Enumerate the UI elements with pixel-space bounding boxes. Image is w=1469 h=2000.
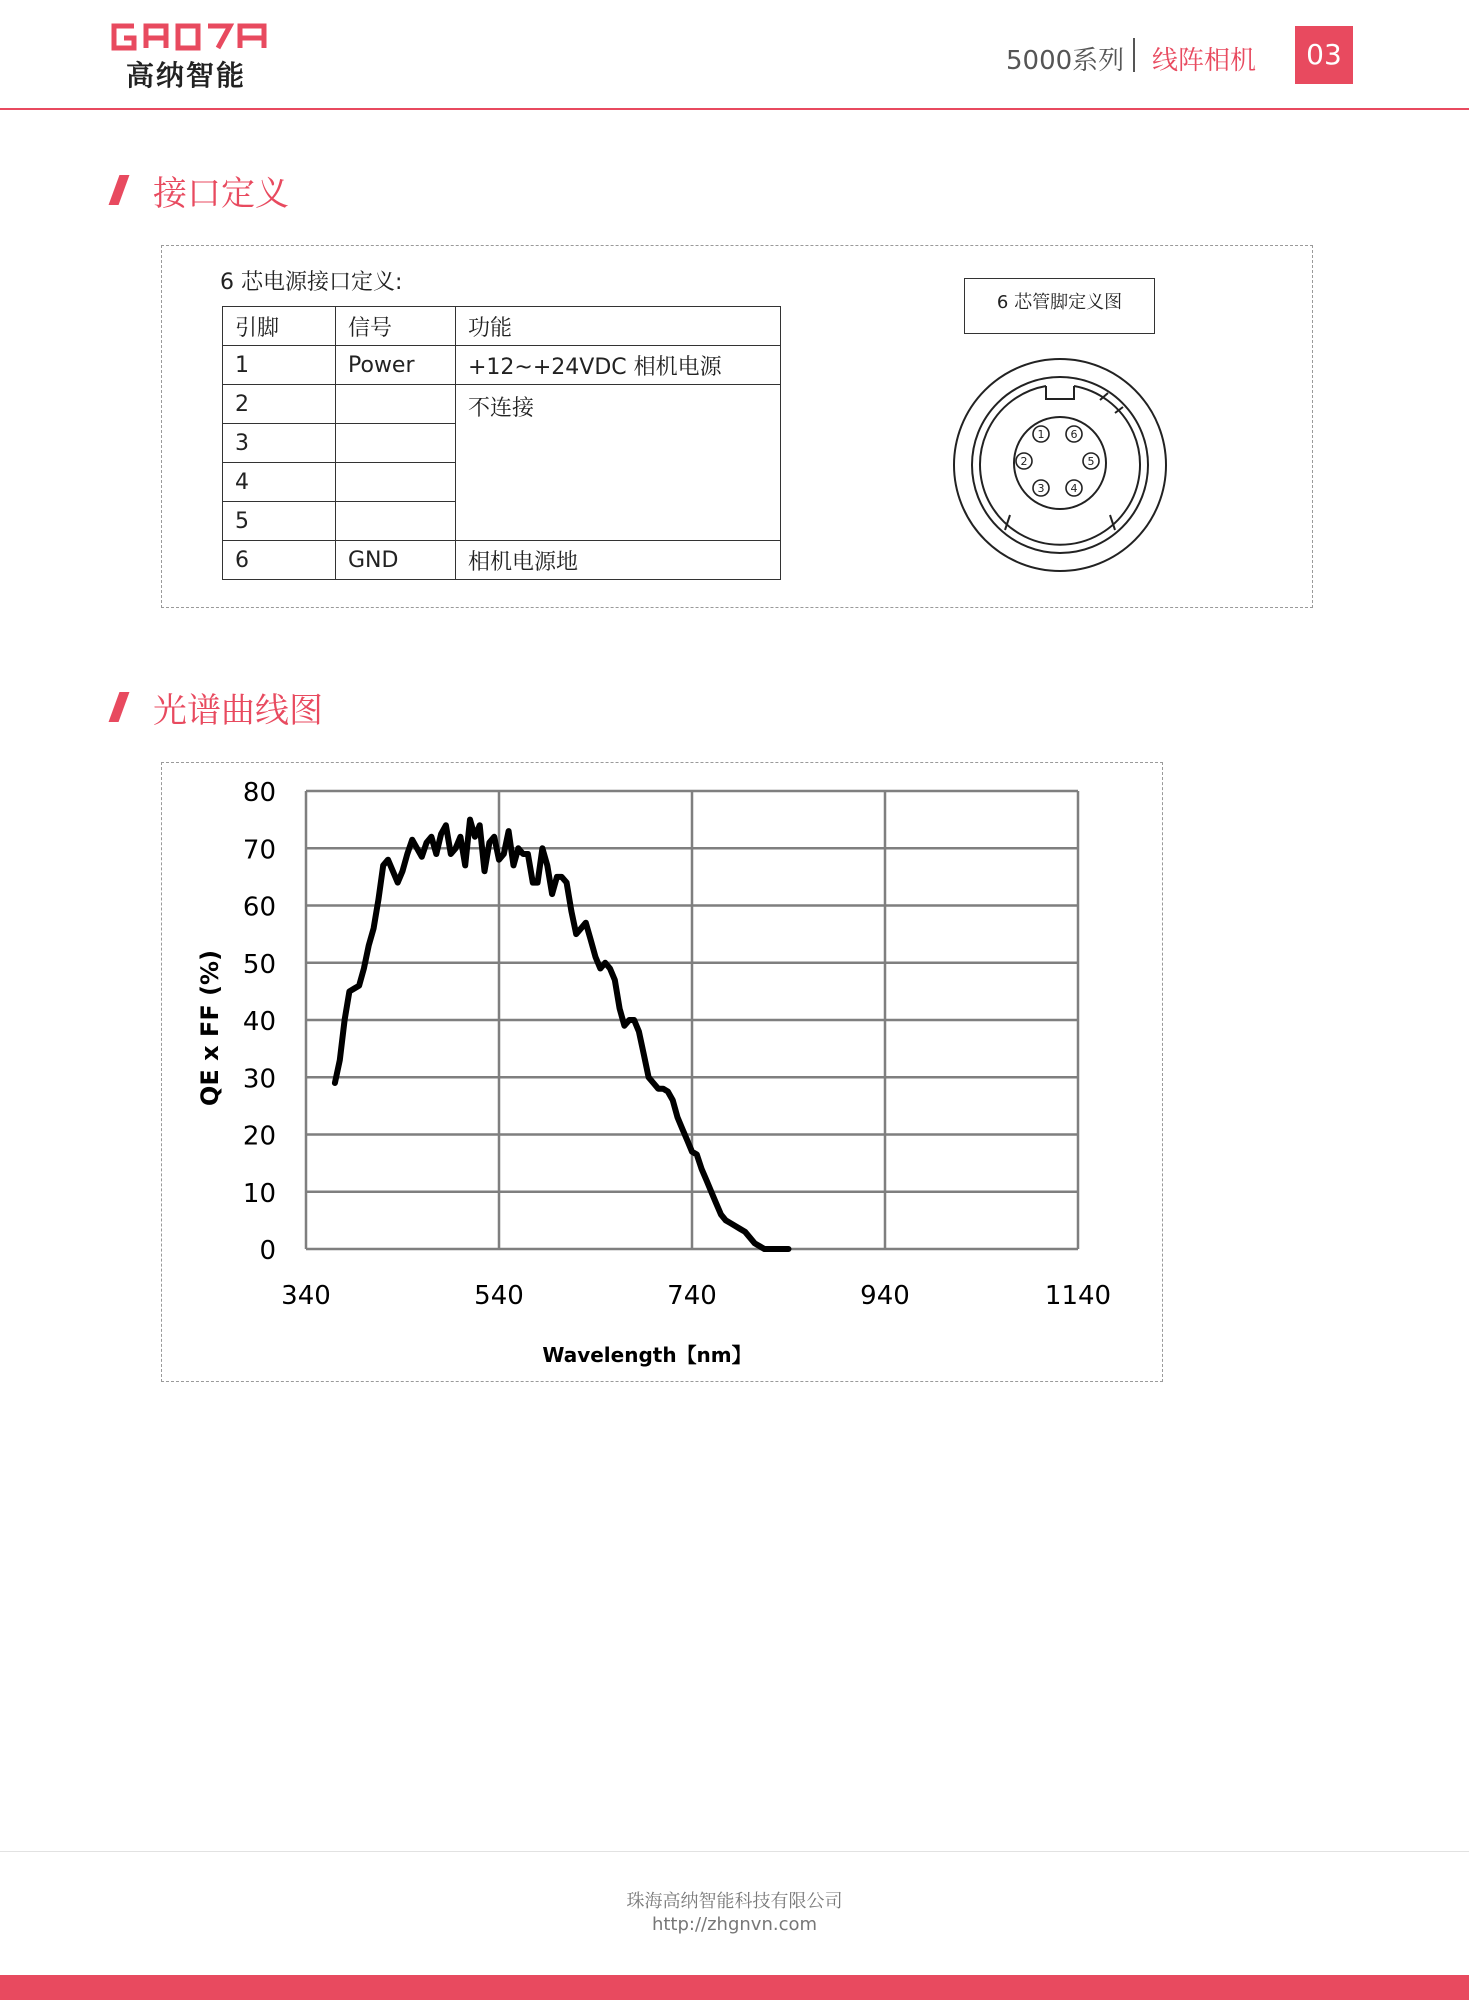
function-cell: 不连接 xyxy=(456,385,781,541)
header-function: 功能 xyxy=(456,307,781,346)
header-separator xyxy=(1133,38,1135,72)
pin-cell: 6 xyxy=(223,541,336,580)
pin-4 xyxy=(1066,480,1082,496)
pin-1-label: 1 xyxy=(1037,428,1045,441)
pin-cell: 2 xyxy=(223,385,336,424)
pin-1 xyxy=(1033,426,1049,442)
footer-company: 珠海高纳智能科技有限公司 xyxy=(626,1891,843,1912)
y-tick-label: 70 xyxy=(242,835,276,866)
signal-cell: Power xyxy=(336,346,456,385)
y-tick-label: 80 xyxy=(242,778,276,808)
table-row xyxy=(223,541,781,580)
connector-middle-ring xyxy=(972,377,1148,553)
x-tick-label: 340 xyxy=(281,1281,331,1311)
y-tick-label: 0 xyxy=(259,1236,276,1266)
connector-pinout-diagram xyxy=(950,355,1170,575)
signal-cell xyxy=(336,502,456,541)
x-axis-ticks xyxy=(281,1281,1111,1311)
section-marker-icon xyxy=(109,175,130,205)
table-caption: 6 芯电源接口定义: xyxy=(220,270,403,295)
y-tick-label: 50 xyxy=(242,949,276,980)
pin-diagram-label: 6 芯管脚定义图 xyxy=(964,278,1155,334)
y-axis-label: QE x FF (%) xyxy=(196,949,224,1107)
signal-cell xyxy=(336,424,456,463)
pin-definition-table xyxy=(222,306,781,580)
pin-3-label: 3 xyxy=(1037,482,1045,495)
table-header-row xyxy=(223,307,781,346)
y-tick-label: 60 xyxy=(242,892,276,923)
table-row xyxy=(223,346,781,385)
pin-cell: 1 xyxy=(223,346,336,385)
category-label: 线阵相机 xyxy=(1152,46,1257,76)
series-label: 5000系列 xyxy=(1006,46,1125,76)
bottom-accent-bar xyxy=(0,1975,1469,2000)
section-marker-icon xyxy=(109,692,130,722)
y-tick-label: 40 xyxy=(242,1007,276,1037)
table-row xyxy=(223,385,781,424)
x-tick-label: 1140 xyxy=(1044,1281,1112,1311)
x-tick-label: 740 xyxy=(667,1281,717,1311)
company-logo xyxy=(110,22,270,92)
x-tick-label: 940 xyxy=(860,1281,910,1311)
footer-url: http://zhgnvn.com xyxy=(651,1914,818,1935)
pin-4-label: 4 xyxy=(1070,482,1078,495)
header-signal: 信号 xyxy=(336,307,456,346)
pin-3 xyxy=(1033,480,1049,496)
logo-chinese-name: 高纳智能 xyxy=(126,59,247,92)
section-title-spectrum: 光谱曲线图 xyxy=(153,691,323,731)
page-number-badge: 03 xyxy=(1295,26,1353,84)
page-header xyxy=(0,0,1469,110)
spectral-response-chart xyxy=(162,763,1162,1381)
pin-6 xyxy=(1066,426,1082,442)
signal-cell xyxy=(336,463,456,502)
logo-wordmark xyxy=(110,22,270,52)
function-cell: +12~+24VDC 相机电源 xyxy=(456,346,781,385)
qe-curve xyxy=(335,820,789,1249)
y-axis-ticks xyxy=(243,778,276,1266)
y-tick-label: 10 xyxy=(242,1178,276,1209)
pin-2 xyxy=(1016,453,1032,469)
pin-5 xyxy=(1083,453,1099,469)
pin-cell: 3 xyxy=(223,424,336,463)
pin-cell: 5 xyxy=(223,502,336,541)
connector-inner-shell xyxy=(980,386,1140,545)
y-tick-label: 20 xyxy=(242,1121,276,1152)
y-tick-label: 30 xyxy=(242,1064,276,1095)
pin-cell: 4 xyxy=(223,463,336,502)
header-pin: 引脚 xyxy=(223,307,336,346)
section-title-interface: 接口定义 xyxy=(153,174,289,214)
signal-cell xyxy=(336,385,456,424)
x-tick-label: 540 xyxy=(474,1281,524,1311)
footer-divider xyxy=(0,1851,1469,1852)
pin-5-label: 5 xyxy=(1087,455,1095,468)
x-axis-label: Wavelength【nm】 xyxy=(542,1343,752,1367)
connector-outer-ring xyxy=(954,359,1166,571)
function-cell: 相机电源地 xyxy=(456,541,781,580)
signal-cell: GND xyxy=(336,541,456,580)
pin-2-label: 2 xyxy=(1020,455,1028,468)
pin-6-label: 6 xyxy=(1070,428,1078,441)
